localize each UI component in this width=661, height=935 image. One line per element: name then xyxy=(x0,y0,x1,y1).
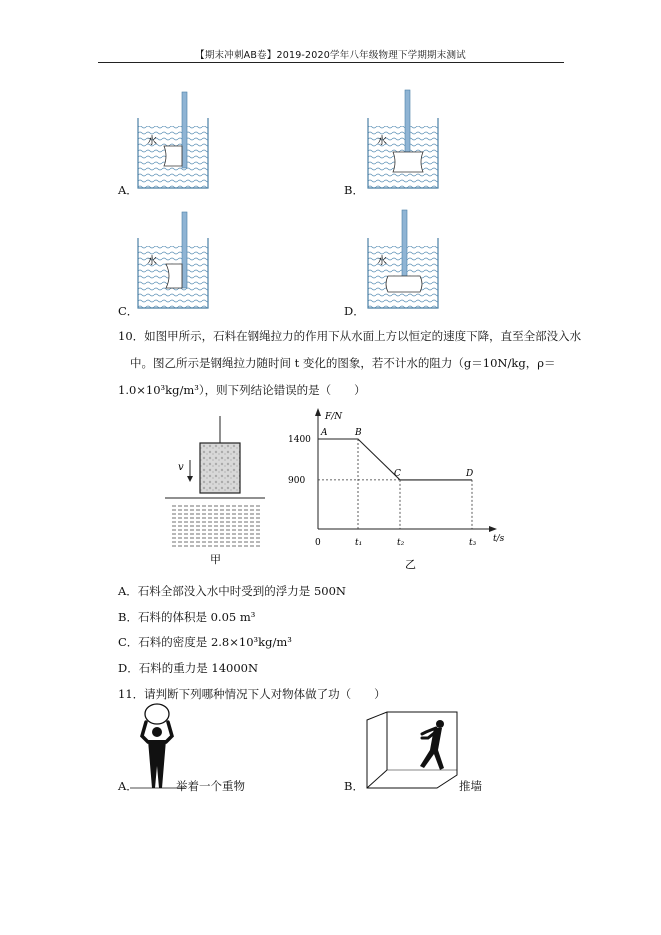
q10-stem-line-1: 10．如图甲所示，石料在钢绳拉力的作用下从水面上方以恒定的速度下降，直至全部没入水 xyxy=(118,329,582,343)
q9-option-c[interactable]: C． xyxy=(118,304,139,318)
page-header: 【期末冲刺AB卷】2019-2020学年八年级物理下学期期末测试 xyxy=(195,50,466,61)
q11-stem: 11．请判断下列哪种情况下人对物体做了功（ ） xyxy=(118,687,386,701)
x-tick-t₂: t₂ xyxy=(397,538,405,548)
q9-figure-a xyxy=(130,88,220,193)
q10-stem-line-2: 中。图乙所示是钢绳拉力随时间 t 变化的图象，若不计水的阻力（g＝10N/kg，ρ＝ xyxy=(130,356,556,370)
point-label-A: A xyxy=(321,428,328,438)
y-tick-900: 900 xyxy=(288,475,306,486)
q9-figure-c xyxy=(130,208,220,313)
point-label-D: D xyxy=(466,468,474,479)
q11-caption-b: 推墙 xyxy=(459,779,482,793)
x-tick-t₁: t₁ xyxy=(355,538,363,548)
water-label: 水 xyxy=(377,256,387,267)
q10-option-a[interactable]: A．石料全部没入水中时受到的浮力是 500N xyxy=(118,584,346,598)
q9-figure-d xyxy=(360,208,450,313)
q10-stem-line-3: 1.0×10³kg/m³），则下列结论错误的是（ ） xyxy=(118,383,366,397)
y-tick-1400: 1400 xyxy=(288,435,311,445)
q10-option-d[interactable]: D．石料的重力是 14000N xyxy=(118,661,259,675)
q11-figure-a xyxy=(130,702,185,790)
point-label-B: B xyxy=(355,428,362,438)
point-label-C: C xyxy=(394,468,401,479)
q11-option-a[interactable]: A． xyxy=(118,779,138,793)
q9-option-d[interactable]: D． xyxy=(344,304,365,318)
q11-option-b[interactable]: B． xyxy=(344,779,364,793)
velocity-label: v xyxy=(178,462,184,473)
y-axis-label: F/N xyxy=(325,412,343,422)
q10-chart-yi xyxy=(285,403,515,573)
q11-figure-b xyxy=(362,710,462,790)
water-label: 水 xyxy=(147,256,157,267)
q10-option-c[interactable]: C．石料的密度是 2.8×10³kg/m³ xyxy=(118,635,292,649)
fig-jia-label: 甲 xyxy=(210,553,221,566)
water-label: 水 xyxy=(377,136,387,147)
x-axis-label: t/s xyxy=(493,534,505,544)
q9-option-a[interactable]: A． xyxy=(118,183,138,197)
q9-figure-b xyxy=(360,88,450,193)
q9-option-b[interactable]: B． xyxy=(344,183,364,197)
water-label: 水 xyxy=(147,136,157,147)
x-tick-t₃: t₃ xyxy=(469,538,477,548)
q11-caption-a: 举着一个重物 xyxy=(176,779,245,793)
q10-option-b[interactable]: B．石料的体积是 0.05 m³ xyxy=(118,610,256,624)
q10-figure-jia xyxy=(160,408,275,568)
header-rule xyxy=(98,62,564,63)
fig-yi-label: 乙 xyxy=(405,558,416,571)
x-tick-0: 0 xyxy=(315,538,321,548)
